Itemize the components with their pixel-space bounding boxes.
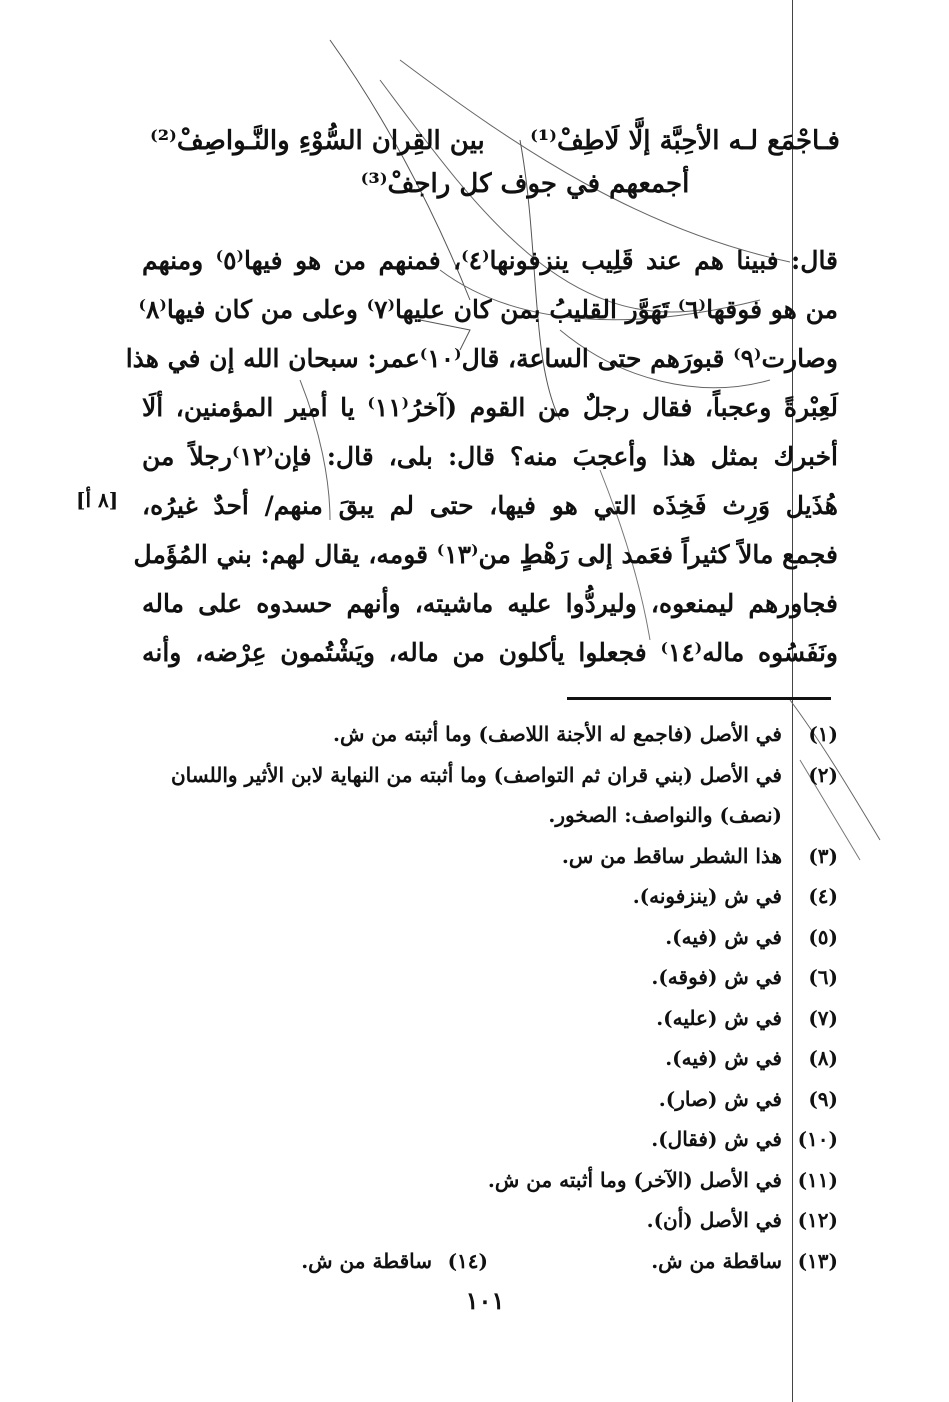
footnote-number: (٤) <box>808 884 838 908</box>
footnote <box>140 1038 838 1079</box>
footnote-text: في ش (فيه). <box>665 924 782 949</box>
footnote <box>140 755 838 796</box>
footnote-separator <box>567 697 831 700</box>
footnote-text: في ش (صار). <box>658 1086 782 1111</box>
verse-right-hemistich: فـاجْمَع لـه الأحِبَّة إلَّا لَاطِفْ⁽¹⁾ <box>530 126 840 156</box>
footnote <box>140 917 838 958</box>
footnote-text: في الأصل (الآخر) وما أثبته من ش. <box>487 1167 782 1192</box>
poem-verse <box>150 118 840 210</box>
main-text <box>125 236 839 677</box>
text-line: وصارت⁽٩⁾ قبورَهم حتى الساعة، قال⁽١٠⁾عمر: سبحان الله إن في هذا <box>125 344 838 373</box>
footnote-number: (١) <box>808 722 838 746</box>
footnote-number: (٢) <box>808 762 838 787</box>
footnote-gap <box>488 1241 578 1282</box>
footnote <box>140 998 838 1039</box>
footnotes <box>140 714 838 1281</box>
text-line: قال: فبينا هم عند قَلِيب ينزفونها⁽٤⁾، فمنهم من هو فيها⁽٥⁾ ومنهم <box>142 246 839 275</box>
footnote-number: (٦) <box>808 965 838 989</box>
footnote-number: (٧) <box>808 1005 838 1030</box>
footnote-number: (٨) <box>808 1046 838 1070</box>
footnote-number: (١٢) <box>797 1208 838 1232</box>
footnote <box>140 836 838 877</box>
verse-line-2: أجمعهم في جوف كل راجفْ⁽³⁾ <box>360 169 690 199</box>
footnote <box>140 1160 838 1201</box>
footnote-text: ساقطة من ش. <box>651 1248 782 1273</box>
footnote <box>140 876 838 917</box>
footnote-number: (١١) <box>797 1167 838 1192</box>
footnote-number: (٩) <box>808 1086 838 1111</box>
footnote-number: (١٣) <box>797 1248 838 1273</box>
text-line: فجاورهم ليمنعوه، وليردُّوا عليه ماشيته، وأنهم حسدوه على ماله <box>142 589 838 618</box>
text-line: من هو فوقها⁽٦⁾ تَهَوَّر القليبُ بمن كان عليها⁽٧⁾ وعلى من كان فيها⁽٨⁾ <box>138 295 838 324</box>
text-line: فجمع مالاً كثيراً فعَمد إلى رَهْطٍ من⁽١٣⁾ قومه، يقال لهم: بني المُؤَمل <box>133 540 838 569</box>
manuscript-folio-marker: [٨ أ] <box>76 488 119 512</box>
footnote-number: (١٤) <box>447 1248 488 1273</box>
footnote-text: في الأصل (فاجمع له الأجنة اللاصف) وما أثبته من ش. <box>332 722 782 746</box>
footnote-text: في ش (فقال). <box>651 1127 782 1151</box>
footnote-continuation: (نصف) والنواصف: الصخور. <box>548 803 782 827</box>
footnote-number: (١٠) <box>797 1127 838 1151</box>
footnote-text: في ش (فوقه). <box>651 965 782 989</box>
footnote-text: في ش (ينزفونه). <box>632 884 782 908</box>
footnote <box>140 1079 838 1120</box>
footnote-pair <box>140 1241 838 1282</box>
footnote-text: ساقطة من ش. <box>301 1248 432 1273</box>
footnote-number: (٣) <box>808 843 838 868</box>
verse-left-hemistich: بين القِران السُّوْءِ والنَّـواصِفْ⁽²⁾ <box>150 126 485 156</box>
text-line: لَعِبْرةً وعجباً، فقال رجلٌ من القوم (آخرُ⁽١١⁾ يا أمير المؤمنين، ألَا <box>142 393 838 422</box>
text-line: هُذَيل وَرِث فَخِذَه التي هو فيها، حتى لم يبقَ منهم/ أحدٌ غيرُه، <box>142 491 838 520</box>
footnote <box>140 1119 838 1160</box>
text-line: ونَفَسُوه ماله⁽١٤⁾ فجعلوا يأكلون من ماله، ويَشْتُمون عِرْضه، وأنه <box>142 638 838 667</box>
footnote <box>578 1241 838 1282</box>
page-number: ١٠١ <box>465 1286 505 1315</box>
footnote-text: في الأصل (أن). <box>646 1208 782 1232</box>
footnote-text: هذا الشطر ساقط من س. <box>561 843 782 868</box>
footnote <box>228 1241 488 1282</box>
footnote-number: (٥) <box>808 924 838 949</box>
footnote-text: في ش (عليه). <box>656 1005 782 1030</box>
footnote-text: في ش (فيه). <box>665 1046 782 1070</box>
text-line: أخبرك بمثل هذا وأعجبَ منه؟ قال: بلى، قال: فإن⁽١٢⁾رجلاً من <box>142 442 838 471</box>
footnote <box>140 1200 838 1241</box>
footnote <box>140 957 838 998</box>
footnote <box>140 714 838 755</box>
verse-line-1 <box>150 118 840 164</box>
footnote-text: في الأصل (بني قران ثم التواصف) وما أثبته من النهاية لابن الأثير واللسان <box>170 762 782 787</box>
